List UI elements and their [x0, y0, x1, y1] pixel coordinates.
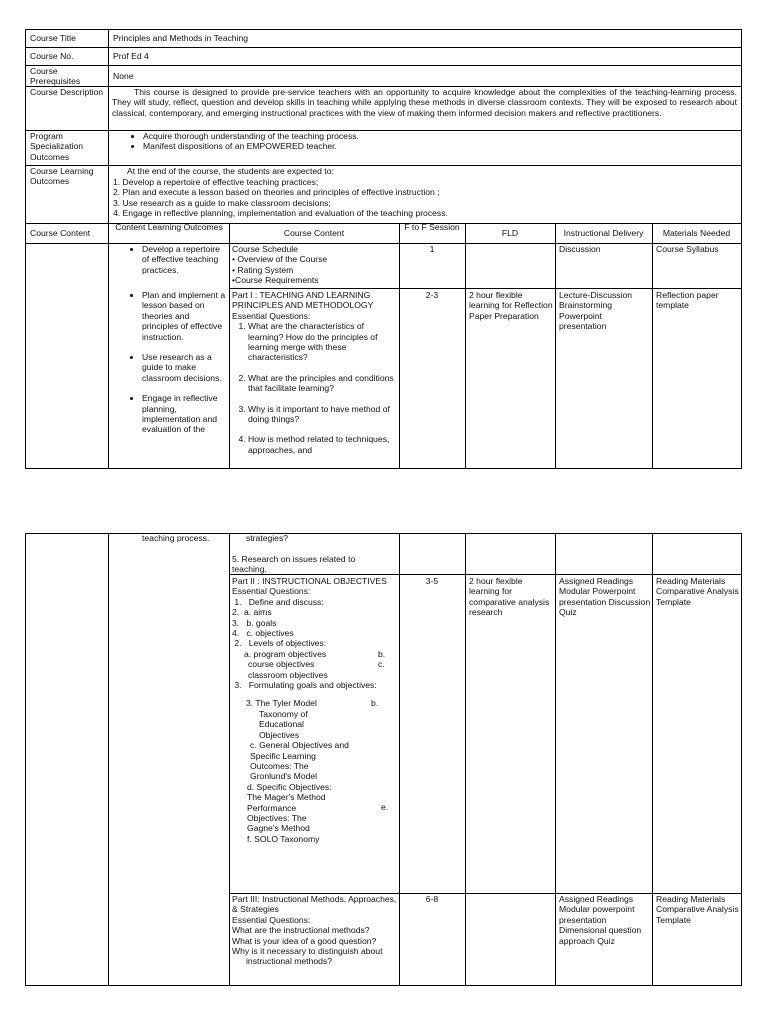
course-title-value: Principles and Methods in Teaching	[113, 33, 249, 43]
f2f-row1: 1	[429, 244, 435, 254]
content-row1: Course Schedule • Overview of the Course • Rating System •Course Requirements	[232, 244, 328, 286]
course-no-label: Course No.	[30, 51, 74, 61]
f2f-row2: 2-3	[425, 290, 439, 300]
clo-label: Course Learning Outcomes	[30, 166, 94, 187]
col-fld: FLD	[501, 228, 519, 238]
pso-label: Program Specialization Outcomes	[30, 131, 84, 162]
pso-item: • Manifest dispositions of an EMPOWERED teacher.	[143, 141, 725, 151]
fld-row2: 2 hour flexible learning for Reflection Paper Preparation	[469, 290, 553, 321]
delivery-row2: Lecture-Discussion Brainstorming Powerpoint presentation	[559, 290, 633, 332]
delivery-part2: Assigned Readings Modular Powerpoint presentation Discussion Quiz	[559, 576, 651, 618]
f2f-part3: 6-8	[425, 894, 439, 904]
materials-row1: Course Syllabus	[656, 244, 719, 254]
content-item-5: 5. Research on issues related to teaching.	[232, 554, 356, 575]
col-materials: Materials Needed	[662, 228, 731, 238]
course-description: This course is designed to provide pre-service teachers with an opportunity to acquire knowledge about the complexities of the teaching-learning process. They will study, reflect, question and develop skills in teaching while applying these methods in diverse classroom contexts. They will be exposed to research about classical, contemporary, and emerging instructional practices with the view of making them informed decision makers and reflective practitioners.	[112, 87, 737, 118]
clo-item: 1. Develop a repertoire of effective teaching practices;	[113, 177, 319, 187]
course-no-value: Prof Ed 4	[113, 51, 149, 61]
pso-item: • Acquire thorough understanding of the teaching process.	[143, 131, 725, 141]
clo-row1: • Develop a repertoire of effective teaching practices.	[112, 244, 227, 275]
materials-part3: Reading Materials Comparative Analysis Template	[656, 894, 739, 925]
materials-part2: Reading Materials Comparative Analysis Template	[656, 576, 739, 607]
clo-list	[113, 177, 733, 219]
content-row2: Part I : TEACHING AND LEARNING PRINCIPLES AND METHODOLOGY Essential Questions: 1. What are the characteristics of learning? How do the principles of learning merge with these characteristics? 2. What are the principles and conditions that facilitate learning? 3. Why is it important to have method of doing things? 4. How is method related to techniques, approaches, and	[232, 290, 397, 468]
col-content: Course Content	[283, 228, 345, 238]
clo-item: 2. Plan and execute a lesson based on theories and principles of effective instruction ;	[113, 187, 440, 198]
course-title-label: Course Title	[30, 33, 76, 43]
description-label: Course Description	[30, 87, 104, 97]
f2f-part2: 3-5	[425, 576, 439, 586]
clo-row2: • Plan and implement a lesson based on theories and principles of effective instruction. • Use research as a guide to make classroom decisions. • Engage in reflective planning, implementation and evaluation of the	[112, 290, 227, 468]
pso-list	[125, 131, 725, 152]
materials-row2: Reflection paper template	[656, 290, 719, 311]
clo-intro: At the end of the course, the students are expected to:	[127, 166, 334, 176]
fld-part2: 2 hour flexible learning for comparative analysis research	[469, 576, 550, 618]
content-continuation: strategies?	[246, 533, 289, 543]
content-part2: Part II : INSTRUCTIONAL OBJECTIVES Essential Questions: 1. Define and discuss: 2. a. aims 3. b. goals 4. c. objectives 2. Levels of objectives: a. program objectives b. course objectives c. classroom objectives 3. Formulating goals and objectives: 3. The Tyler Model b. Taxonomy of Educational Objectives c. General Objectives and Specific Learning Outcomes: The Gronlund's Model d. Specific Objectives: The Mager's Method e. Performance Objectives: The Gagne's Method f. SOLO Taxonomy	[232, 576, 389, 844]
col-delivery: Instructional Delivery	[563, 228, 644, 238]
delivery-part3: Assigned Readings Modular powerpoint presentation Dimensional question approach Quiz	[559, 894, 642, 946]
clo-item: 4. Engage in reflective planning, implementation and evaluation of the teaching process.	[113, 208, 448, 219]
content-part3: Part III: Instructional Methods, Approaches, & Strategies Essential Questions: What are the instructional methods? What is your idea of a good question? Why is it necessary to distinguish about instructional methods?	[232, 894, 397, 967]
prereq-value: None	[113, 71, 134, 81]
clo-continuation: teaching process.	[142, 533, 210, 543]
delivery-row1: Discussion	[559, 244, 601, 254]
col-f2f: F to F Session	[404, 222, 460, 232]
col-clo: Content Learning Outcomes	[115, 222, 223, 232]
prereq-label: Course Prerequisites	[30, 66, 81, 87]
col-course-content: Course Content	[30, 228, 91, 238]
clo-item: 3. Use research as a guide to make classroom decisions;	[113, 197, 331, 208]
